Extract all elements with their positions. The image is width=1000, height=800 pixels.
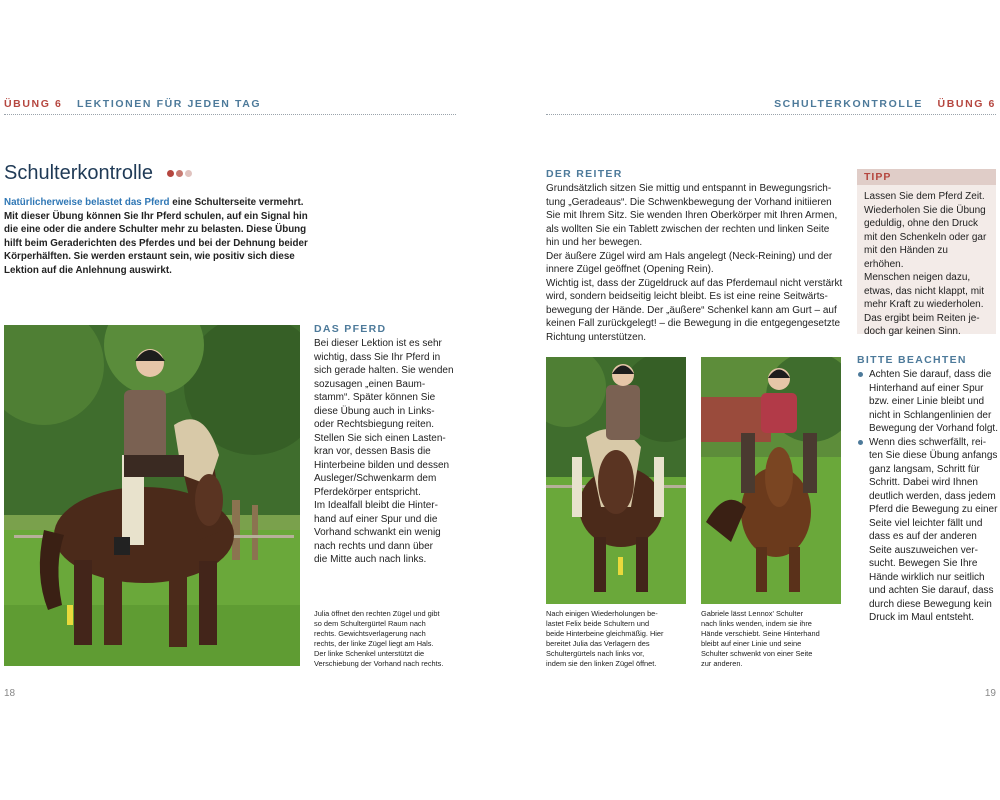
tip-body: [857, 185, 996, 344]
left-running-head-label: LEKTIONEN FÜR JEDEN TAG: [77, 98, 262, 110]
note-line: bzw. einer Linie bleibt und: [869, 396, 985, 407]
der-reiter-text: [546, 182, 846, 344]
caption-line: beide Hinterbeine gleichmäßig. Hier: [546, 629, 664, 638]
note-line: nicht in Schlangenlinien der: [869, 409, 992, 421]
das-pferd-text: [314, 337, 462, 567]
das-pferd-line: die Mitte auch nach links.: [314, 554, 427, 565]
page-title: [4, 162, 192, 185]
left-running-head-number: ÜBUNG 6: [4, 98, 63, 110]
lead-line-2: die eine oder die andere Schulter mehr zu belasten. Diese Übung: [4, 224, 307, 236]
der-reiter-line: Sie mit Ihrem Sitz. Sie wenden Ihren Oberkörper mit Ihren Armen,: [546, 210, 838, 221]
tip-line: mehr Kraft zu wiederholen.: [864, 299, 984, 310]
der-reiter-line: hin und her bewegen.: [546, 237, 643, 248]
das-pferd-line: Vorhand schwankt ein wenig: [314, 527, 441, 538]
das-pferd-line: sich gerade halten. Sie wenden: [314, 365, 454, 376]
caption-line: Gabriele lässt Lennox' Schulter: [701, 609, 804, 618]
right-running-head-label: SCHULTERKONTROLLE: [774, 98, 923, 110]
das-pferd-line: Bei dieser Lektion ist es sehr: [314, 338, 442, 349]
caption-line: Nach einigen Wiederholungen be-: [546, 609, 658, 618]
title-dot-3: [185, 170, 192, 177]
der-reiter-line: Der äußere Zügel wird am Hals angelegt (Neck-Reining) und der: [546, 250, 833, 262]
title-dot-2: [176, 170, 183, 177]
der-reiter-line: Richtung unterstützen.: [546, 331, 647, 343]
lead-paragraph: [4, 196, 324, 278]
note-line: Schritt. Dabei wird Ihnen: [869, 477, 978, 488]
note-line: Wenn dies schwerfällt, rei-: [869, 436, 987, 448]
das-pferd-line: Pferdekörper entspricht.: [314, 486, 421, 498]
das-pferd-line: Ausleger/Schwenkarm dem: [314, 473, 437, 484]
page-title-text: Schulterkontrolle: [4, 162, 153, 184]
caption-line: Hände verschiebt. Seine Hinterhand: [701, 629, 820, 638]
note-line: Hände wirklich nur seitlich: [869, 571, 985, 583]
section-heading-das-pferd: DAS PFERD: [314, 323, 387, 335]
tip-line: Lassen Sie dem Pferd Zeit.: [864, 191, 985, 202]
der-reiter-line: Grundsätzlich sitzen Sie mittig und entspannt in Bewegungsrich-: [546, 183, 832, 194]
left-page-number: 18: [4, 688, 16, 699]
caption-line: lastet Felix beide Schultern und: [546, 619, 650, 628]
der-reiter-line: Wichtig ist, dass der Zügeldruck auf das Pferdemaul nicht verstärkt: [546, 277, 843, 289]
note-line: ten Sie diese Übung anfangs: [869, 450, 998, 461]
title-dot-1: [167, 170, 174, 177]
caption-line: Julia öffnet den rechten Zügel und gibt: [314, 609, 440, 618]
tip-line: Wiederholen Sie die Übung: [864, 204, 986, 216]
caption-line: indem sie den linken Zügel öffnet.: [546, 659, 657, 668]
tip-line: etwas, das nicht klappt, mit: [864, 285, 985, 297]
das-pferd-line: diese Übung auch in Links-: [314, 405, 435, 417]
list-item: [857, 368, 1000, 436]
left-dotted-rule: [4, 114, 456, 115]
lead-line-1: Mit dieser Übung können Sie Ihr Pferd schulen, auf ein Signal hin: [4, 210, 308, 222]
das-pferd-line: hand auf einer Spur und die: [314, 513, 438, 525]
tip-line: geduldig, ohne den Druck: [864, 218, 978, 229]
das-pferd-line: Im Idealfall bleibt die Hinter-: [314, 500, 438, 511]
note-line: Pferd die Bewegung zu einer: [869, 504, 998, 515]
right-photo1-caption: [546, 609, 688, 669]
note-line: durch diese Bewegung kein: [869, 598, 992, 610]
caption-line: nach links wenden, indem sie ihre: [701, 619, 812, 628]
note-line: dass es auf der anderen: [869, 531, 977, 542]
section-heading-bitte-beachten: BITTE BEACHTEN: [857, 354, 967, 366]
der-reiter-line: keinen Fall zurückgelegt! – die Bewegung in die entgegengesetzte: [546, 318, 841, 329]
das-pferd-line: wichtig, dass Sie Ihr Pferd in: [314, 351, 441, 363]
caption-line: bleibt auf einer Linie und seine: [701, 639, 802, 648]
note-line: Bewegung der Vorhand folgt.: [869, 423, 998, 434]
der-reiter-line: innere Zügel geöffnet (Opening Rein).: [546, 264, 714, 275]
das-pferd-line: kran vor, dessen Basis die: [314, 446, 431, 457]
left-photo-caption: [314, 609, 464, 669]
caption-line: Schultergürtels nach links vor,: [546, 649, 645, 658]
das-pferd-line: sozusagen „einen Baum-: [314, 378, 426, 390]
photo-julia-felix-main: [4, 325, 300, 666]
right-dotted-rule: [546, 114, 996, 115]
note-line: Seite auszuweichen ver-: [869, 544, 978, 556]
das-pferd-line: stamm“. Später können Sie: [314, 392, 436, 403]
lead-highlight: Natürlicherweise belastet das Pferd: [4, 197, 170, 208]
right-running-head-number: ÜBUNG 6: [937, 98, 996, 110]
lead-line-5: Lektion auf die Anlehnung auswirkt.: [4, 264, 172, 276]
tip-line: Menschen neigen dazu,: [864, 272, 971, 283]
das-pferd-line: Stellen Sie sich einen Lasten-: [314, 432, 446, 444]
der-reiter-line: als wollten Sie ein Tablett zwischen der rechten und linken Seite: [546, 223, 830, 235]
lead-line-4: Körperhälften. Sie werden erstaunt sein, wie positiv sich diese: [4, 251, 295, 263]
note-line: Hinterhand auf einer Spur: [869, 382, 984, 394]
photo-felix-front: [546, 357, 686, 604]
note-line: Seite viel leichter fällt und: [869, 517, 983, 529]
list-item: [857, 436, 1000, 625]
caption-line: so dem Schultergürtel Raum nach: [314, 619, 426, 628]
caption-line: rechts, der linke Zügel liegt am Hals.: [314, 639, 434, 648]
caption-line: rechts. Gewichtsverlagerung nach: [314, 629, 426, 638]
der-reiter-line: wird, sondern beidseitig leicht bleibt. Es ist eine reine Seitwärts-: [546, 291, 828, 302]
tip-box: [857, 169, 996, 337]
lead-line-0: eine Schulterseite vermehrt.: [169, 197, 304, 208]
left-running-head: [4, 98, 261, 110]
photo-lennox-front: [701, 357, 841, 604]
das-pferd-line: nach rechts und dann über: [314, 540, 433, 552]
tip-line: mit den Schenkeln oder gar: [864, 231, 987, 243]
caption-line: bereitet Julia das Verlagern des: [546, 639, 650, 648]
note-line: Druck im Maul entsteht.: [869, 612, 975, 623]
lead-line-3: hilft beim Geraderichten des Pferdes und bei der Dehnung beider: [4, 237, 308, 249]
note-line: Achten Sie darauf, dass die: [869, 369, 992, 380]
note-line: und achten Sie darauf, dass: [869, 585, 994, 596]
section-heading-der-reiter: DER REITER: [546, 168, 623, 180]
caption-line: zur anderen.: [701, 659, 743, 668]
bitte-beachten-list: [857, 368, 1000, 625]
right-page-number: 19: [984, 688, 996, 699]
tip-line: doch gar keinen Sinn.: [864, 326, 961, 337]
tip-heading: TIPP: [857, 169, 996, 185]
tip-line: mit den Händen zu erhöhen.: [864, 245, 948, 270]
das-pferd-line: oder Rechtsbiegung reiten.: [314, 419, 435, 430]
das-pferd-line: Hinterbeine bilden und dessen: [314, 459, 450, 471]
right-running-head: [774, 98, 996, 110]
caption-line: Verschiebung der Vorhand nach rechts.: [314, 659, 444, 668]
der-reiter-line: tung „Geradeaus“. Die Schwenkbewegung der Vorhand initiieren: [546, 196, 832, 208]
caption-line: Der linke Schenkel unterstützt die: [314, 649, 425, 658]
note-line: ganz langsam, Schritt für: [869, 463, 980, 475]
caption-line: Schulter schwenkt von einer Seite: [701, 649, 813, 658]
title-dots: [165, 162, 192, 184]
der-reiter-line: bewegung der Hände. Der „äußere“ Schenkel kann am Gurt – auf: [546, 304, 837, 316]
note-line: deutlich werden, dass jedem: [869, 490, 996, 502]
note-line: sucht. Bewegen Sie Ihre: [869, 558, 978, 569]
right-photo2-caption: [701, 609, 843, 669]
tip-line: Das ergibt beim Reiten je-: [864, 312, 980, 324]
